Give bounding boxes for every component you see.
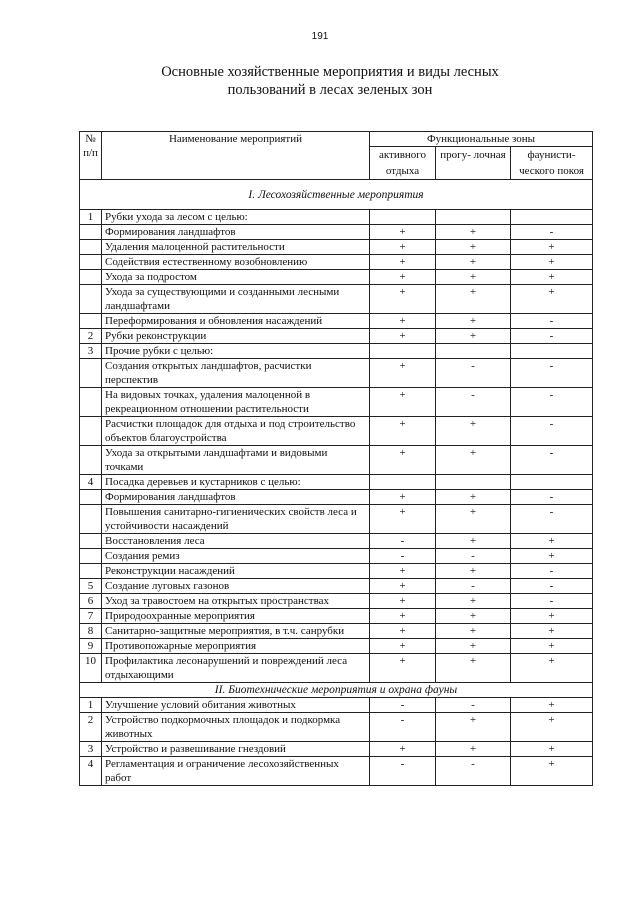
cell-zone-fauna: - [511,329,593,344]
row-name: Ухода за открытыми ландшафтами и видовыми точками [102,446,370,475]
cell-zone-fauna: - [511,564,593,579]
row-number [80,255,102,270]
row-name: Повышения санитарно-гигиенических свойств леса и устойчивости насаждений [102,505,370,534]
cell-zone-walk: + [436,654,511,683]
row-number [80,270,102,285]
row-name: Создания ремиз [102,549,370,564]
cell-zone-fauna: - [511,594,593,609]
row-name: На видовых точках, удаления малоценной в рекреационном отношении растительности [102,388,370,417]
row-name: Формирования ландшафтов [102,490,370,505]
row-number [80,564,102,579]
table-row [80,594,593,609]
document-title-line-2: пользований в лесах зеленых зон [227,82,433,98]
cell-zone-active: + [370,285,436,314]
cell-zone-fauna: + [511,742,593,757]
table-row [80,446,593,475]
table-body [80,180,593,786]
cell-zone-active: + [370,564,436,579]
cell-zone-active: - [370,713,436,742]
row-number: 3 [80,742,102,757]
row-name: Содействия естественному возобновлению [102,255,370,270]
cell-zone-active: + [370,359,436,388]
cell-zone-active: + [370,314,436,329]
row-number: 1 [80,698,102,713]
header-zones-group: Функциональные зоны [370,132,593,147]
cell-zone-active: + [370,639,436,654]
cell-zone-active: + [370,255,436,270]
cell-zone-active: + [370,624,436,639]
cell-zone-fauna: + [511,654,593,683]
section-row [80,683,593,698]
table-row [80,698,593,713]
cell-zone-fauna: + [511,534,593,549]
cell-zone-fauna: + [511,713,593,742]
row-number [80,505,102,534]
table-row [80,359,593,388]
row-number [80,549,102,564]
cell-zone-fauna: - [511,359,593,388]
table-row [80,417,593,446]
table-row [80,639,593,654]
document-title-line-1: Основные хозяйственные мероприятия и виды лесных [161,64,499,80]
cell-zone-active [370,210,436,225]
row-name: Восстановления леса [102,534,370,549]
section-title: II. Биотехнические мероприятия и охрана фауны [80,683,593,698]
cell-zone-active: + [370,654,436,683]
row-number [80,359,102,388]
cell-zone-walk: - [436,698,511,713]
cell-zone-fauna: - [511,446,593,475]
row-number: 2 [80,713,102,742]
header-name: Наименование мероприятий [102,132,370,180]
measures-table [79,131,593,786]
row-number [80,240,102,255]
cell-zone-fauna: - [511,388,593,417]
cell-zone-fauna: + [511,757,593,786]
cell-zone-active: + [370,505,436,534]
table-row [80,210,593,225]
row-number [80,534,102,549]
table-row [80,490,593,505]
row-name: Прочие рубки с целью: [102,344,370,359]
row-number: 1 [80,210,102,225]
row-number: 6 [80,594,102,609]
table-row [80,270,593,285]
cell-zone-walk: + [436,446,511,475]
row-number: 5 [80,579,102,594]
cell-zone-walk: + [436,534,511,549]
cell-zone-active: - [370,757,436,786]
row-number: 9 [80,639,102,654]
cell-zone-fauna: - [511,505,593,534]
page-number: 191 [311,31,329,42]
cell-zone-walk: + [436,285,511,314]
row-number [80,225,102,240]
cell-zone-active [370,475,436,490]
table-row [80,757,593,786]
table-row [80,654,593,683]
document-title [120,63,540,99]
cell-zone-fauna: + [511,698,593,713]
cell-zone-active: + [370,609,436,624]
cell-zone-active: + [370,240,436,255]
row-name: Расчистки площадок для отдыха и под строительство объектов благоустройства [102,417,370,446]
cell-zone-walk: - [436,579,511,594]
table-row [80,314,593,329]
row-name: Ухода за подростом [102,270,370,285]
table-header-row [80,132,593,147]
cell-zone-fauna: + [511,624,593,639]
table-row [80,329,593,344]
cell-zone-active: - [370,549,436,564]
cell-zone-active: + [370,329,436,344]
row-name: Создание луговых газонов [102,579,370,594]
cell-zone-fauna: - [511,490,593,505]
table-row [80,713,593,742]
cell-zone-walk: + [436,713,511,742]
table-row [80,255,593,270]
table-row [80,475,593,490]
row-name: Переформирования и обновления насаждений [102,314,370,329]
row-number [80,388,102,417]
row-name: Улучшение условий обитания животных [102,698,370,713]
section-row [80,180,593,210]
row-number: 4 [80,475,102,490]
table-row [80,742,593,757]
row-name: Создания открытых ландшафтов, расчистки перспектив [102,359,370,388]
row-name: Профилактика лесонарушений и повреждений леса отдыхающими [102,654,370,683]
table-row [80,579,593,594]
header-zone-fauna: фаунисти- ческого покоя [511,147,593,180]
cell-zone-walk [436,344,511,359]
cell-zone-walk: - [436,388,511,417]
cell-zone-fauna: + [511,549,593,564]
header-num: № п/п [80,132,102,180]
row-name: Удаления малоценной растительности [102,240,370,255]
row-number: 10 [80,654,102,683]
cell-zone-walk: + [436,329,511,344]
cell-zone-walk: + [436,742,511,757]
cell-zone-walk: - [436,549,511,564]
row-number: 7 [80,609,102,624]
table-row [80,388,593,417]
row-name: Рубки реконструкции [102,329,370,344]
cell-zone-fauna: - [511,579,593,594]
row-number [80,314,102,329]
cell-zone-fauna: - [511,225,593,240]
cell-zone-walk: + [436,255,511,270]
table-row [80,609,593,624]
cell-zone-active: - [370,534,436,549]
row-number [80,490,102,505]
cell-zone-walk [436,210,511,225]
cell-zone-walk: + [436,225,511,240]
cell-zone-active: + [370,270,436,285]
cell-zone-fauna [511,344,593,359]
table-row [80,344,593,359]
cell-zone-walk: + [436,639,511,654]
cell-zone-walk: + [436,417,511,446]
cell-zone-fauna: + [511,639,593,654]
cell-zone-walk: - [436,359,511,388]
cell-zone-active: + [370,742,436,757]
cell-zone-walk: + [436,564,511,579]
cell-zone-walk [436,475,511,490]
cell-zone-walk: + [436,270,511,285]
cell-zone-active: + [370,225,436,240]
cell-zone-fauna [511,210,593,225]
row-number: 3 [80,344,102,359]
cell-zone-fauna: + [511,285,593,314]
cell-zone-active: + [370,388,436,417]
row-name: Рубки ухода за лесом с целью: [102,210,370,225]
section-title: I. Лесохозяйственные мероприятия [80,180,593,210]
row-number [80,446,102,475]
cell-zone-walk: + [436,594,511,609]
row-name: Природоохранные мероприятия [102,609,370,624]
table-row [80,564,593,579]
table-row [80,624,593,639]
cell-zone-fauna: + [511,255,593,270]
table-row [80,225,593,240]
row-number: 4 [80,757,102,786]
cell-zone-active [370,344,436,359]
row-name: Устройство подкормочных площадок и подкормка животных [102,713,370,742]
cell-zone-fauna: + [511,240,593,255]
table-row [80,549,593,564]
cell-zone-fauna: + [511,609,593,624]
table-row [80,505,593,534]
row-name: Формирования ландшафтов [102,225,370,240]
cell-zone-walk: + [436,609,511,624]
cell-zone-walk: - [436,757,511,786]
row-name: Уход за травостоем на открытых пространствах [102,594,370,609]
cell-zone-walk: + [436,240,511,255]
cell-zone-walk: + [436,505,511,534]
cell-zone-active: + [370,417,436,446]
cell-zone-active: + [370,594,436,609]
row-number: 2 [80,329,102,344]
row-name: Регламентация и ограничение лесохозяйственных работ [102,757,370,786]
cell-zone-active: + [370,579,436,594]
cell-zone-active: - [370,698,436,713]
row-number: 8 [80,624,102,639]
row-name: Ухода за существующими и созданными лесными ландшафтами [102,285,370,314]
cell-zone-walk: + [436,490,511,505]
cell-zone-active: + [370,490,436,505]
table-row [80,534,593,549]
header-zone-walk: прогу- лочная [436,147,511,180]
cell-zone-active: + [370,446,436,475]
table-row [80,285,593,314]
cell-zone-walk: + [436,624,511,639]
cell-zone-walk: + [436,314,511,329]
row-number [80,417,102,446]
row-name: Противопожарные мероприятия [102,639,370,654]
table-row [80,240,593,255]
cell-zone-fauna: - [511,417,593,446]
cell-zone-fauna [511,475,593,490]
header-zone-active: активного отдыха [370,147,436,180]
row-name: Реконструкции насаждений [102,564,370,579]
cell-zone-fauna: + [511,270,593,285]
row-name: Санитарно-защитные мероприятия, в т.ч. санрубки [102,624,370,639]
row-name: Посадка деревьев и кустарников с целью: [102,475,370,490]
cell-zone-fauna: - [511,314,593,329]
row-number [80,285,102,314]
row-name: Устройство и развешивание гнездовий [102,742,370,757]
